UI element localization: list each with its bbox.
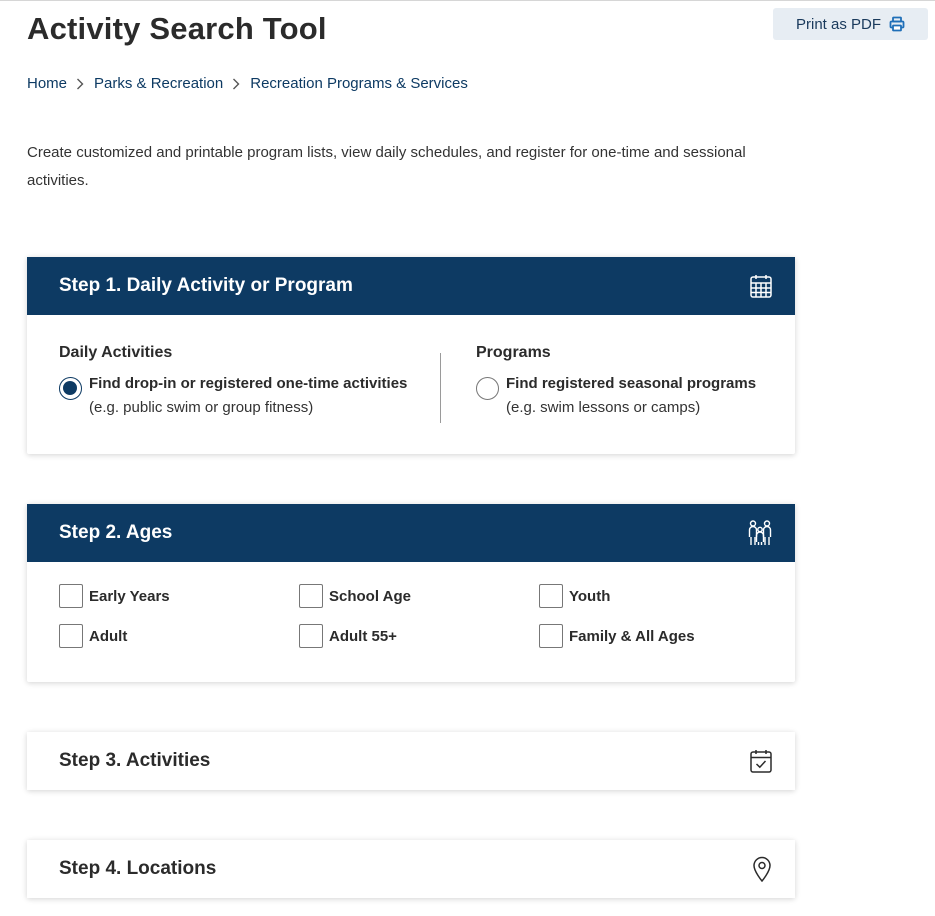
family-icon — [748, 520, 772, 546]
map-pin-icon — [752, 856, 772, 882]
adult-checkbox[interactable] — [59, 624, 83, 648]
step1-header[interactable] — [27, 257, 795, 315]
programs-column — [476, 344, 756, 417]
early-years-label: Early Years — [89, 587, 170, 605]
family-label: Family & All Ages — [569, 627, 695, 645]
age-option-early-years[interactable] — [59, 584, 170, 608]
print-as-pdf-button[interactable] — [773, 8, 928, 40]
programs-radio[interactable] — [476, 377, 499, 400]
age-option-family[interactable] — [539, 624, 695, 648]
programs-hint: (e.g. swim lessons or camps) — [506, 399, 701, 416]
step2-title: Step 2. Ages — [59, 522, 173, 543]
step3-card — [27, 732, 795, 790]
daily-activities-option-label: Find drop-in or registered one-time activities — [89, 375, 408, 392]
chevron-right-icon — [76, 78, 84, 90]
daily-activities-option[interactable] — [59, 375, 407, 417]
step3-header[interactable] — [27, 732, 795, 790]
print-label: Print as PDF — [795, 15, 882, 33]
family-checkbox[interactable] — [539, 624, 563, 648]
breadcrumb — [27, 75, 468, 92]
age-option-school-age[interactable] — [299, 584, 411, 608]
adult-55-label: Adult 55+ — [329, 627, 397, 645]
age-option-youth[interactable] — [539, 584, 610, 608]
school-age-label: School Age — [329, 587, 411, 605]
printer-icon — [889, 16, 905, 32]
step4-title: Step 4. Locations — [59, 858, 217, 879]
adult-label: Adult — [89, 627, 128, 645]
age-option-adult-55[interactable] — [299, 624, 397, 648]
intro-text: Create customized and printable program lists, view daily schedules, and register for one-time and sessional activities. — [27, 144, 746, 189]
programs-heading: Programs — [476, 344, 551, 361]
breadcrumb-home-link[interactable]: Home — [27, 75, 68, 92]
daily-activities-radio[interactable] — [59, 377, 82, 400]
step1-card — [27, 257, 795, 454]
breadcrumb-programs-link[interactable]: Recreation Programs & Services — [250, 75, 468, 92]
age-option-adult[interactable] — [59, 624, 127, 648]
calendar-check-icon — [750, 749, 772, 773]
page-title: Activity Search Tool — [27, 11, 327, 46]
programs-option-label: Find registered seasonal programs — [506, 375, 757, 392]
daily-activities-hint: (e.g. public swim or group fitness) — [89, 399, 314, 416]
youth-checkbox[interactable] — [539, 584, 563, 608]
step2-header[interactable] — [27, 504, 795, 562]
step4-card — [27, 840, 795, 898]
step2-card — [27, 504, 795, 682]
breadcrumb-parks-link[interactable]: Parks & Recreation — [94, 75, 224, 92]
step4-header[interactable] — [27, 840, 795, 898]
programs-option[interactable] — [476, 375, 756, 417]
step3-title: Step 3. Activities — [59, 750, 211, 771]
youth-label: Youth — [569, 587, 611, 605]
school-age-checkbox[interactable] — [299, 584, 323, 608]
early-years-checkbox[interactable] — [59, 584, 83, 608]
daily-activities-column — [59, 344, 407, 417]
chevron-right-icon — [232, 78, 240, 90]
daily-activities-heading: Daily Activities — [59, 344, 173, 361]
calendar-grid-icon — [750, 274, 772, 298]
column-divider — [440, 353, 441, 423]
step1-title: Step 1. Daily Activity or Program — [59, 275, 353, 296]
adult-55-checkbox[interactable] — [299, 624, 323, 648]
